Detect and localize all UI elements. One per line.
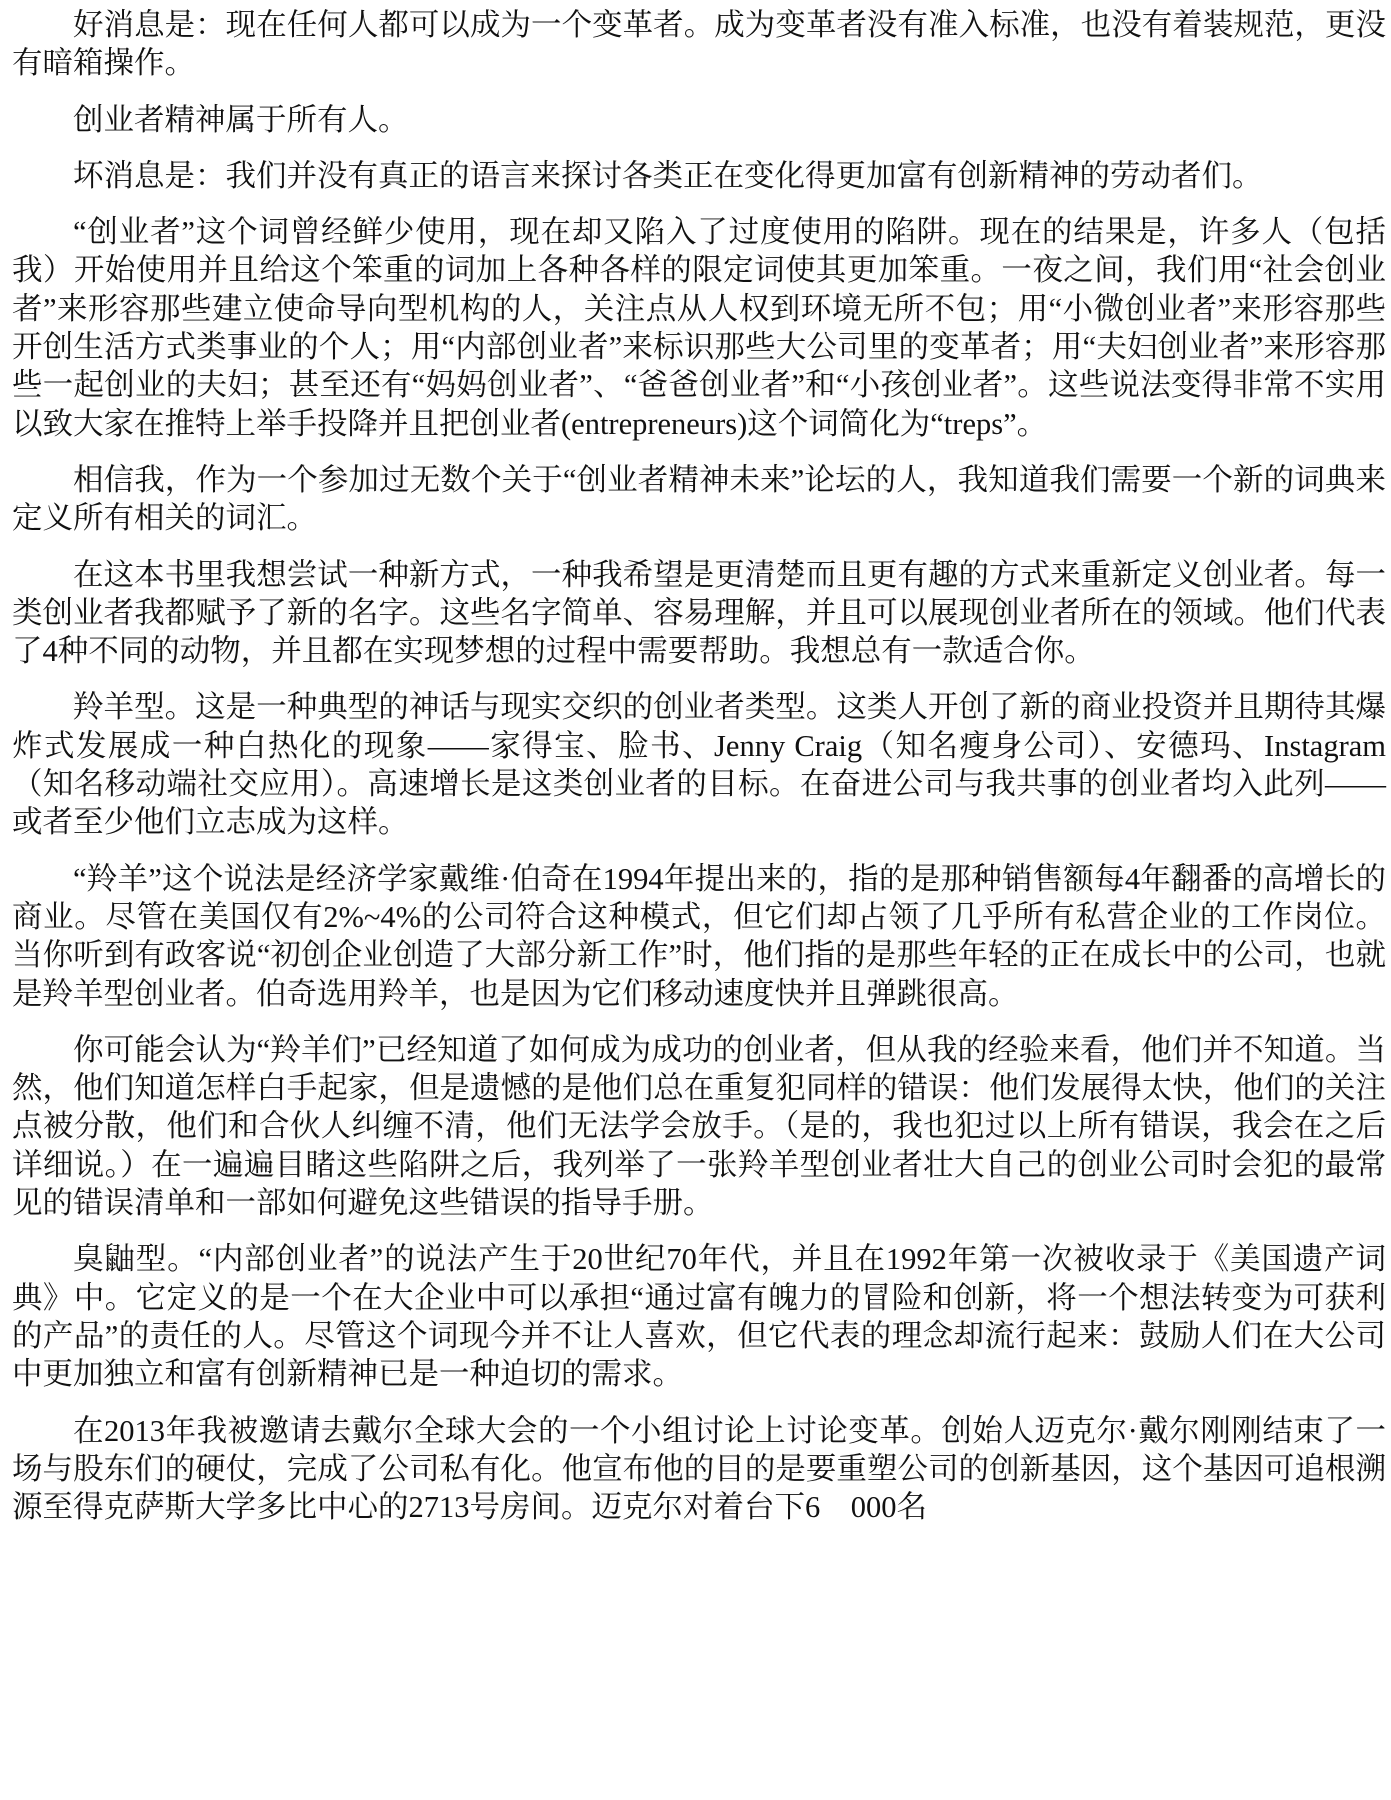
paragraph-gazelle-origin: “羚羊”这个说法是经济学家戴维·伯奇在1994年提出来的，指的是那种销售额每4年翻番的高增长的商业。尽管在美国仅有2%~4%的公司符合这种模式，但它们却占领了几乎所有私营企业的工作岗位。当你听到有政客说“初创企业创造了大部分新工作”时，他们指的是那些年轻的正在成长中的公司，也就是羚羊型创业者。伯奇选用羚羊，也是因为它们移动速度快并且弹跳很高。 bbox=[12, 861, 1386, 1011]
book-page bbox=[12, 6, 1386, 1544]
paragraph-overused-word: “创业者”这个词曾经鲜少使用，现在却又陷入了过度使用的陷阱。现在的结果是，许多人（包括我）开始使用并且给这个笨重的词加上各种各样的限定词使其更加笨重。一夜之间，我们用“社会创业者”来形容那些建立使命导向型机构的人，关注点从人权到环境无所不包；用“小微创业者”来形容那些开创生活方式类事业的个人；用“内部创业者”来标识那些大公司里的变革者；用“夫妇创业者”来形容那些一起创业的夫妇；甚至还有“妈妈创业者”、“爸爸创业者”和“小孩创业者”。这些说法变得非常不实用以致大家在推特上举手投降并且把创业者(entrepreneurs)这个词简化为“treps”。 bbox=[12, 215, 1386, 441]
paragraph-gazelle-mistakes: 你可能会认为“羚羊们”已经知道了如何成为成功的创业者，但从我的经验来看，他们并不知道。当然，他们知道怎样白手起家，但是遗憾的是他们总在重复犯同样的错误：他们发展得太快，他们的关注点被分散，他们和合伙人纠缠不清，他们无法学会放手。（是的，我也犯过以上所有错误，我会在之后详细说。）在一遍遍目睹这些陷阱之后，我列举了一张羚羊型创业者壮大自己的创业公司时会犯的最常见的错误清单和一部如何避免这些错误的指导手册。 bbox=[12, 1032, 1386, 1221]
paragraph-new-approach: 在这本书里我想尝试一种新方式，一种我希望是更清楚而且更有趣的方式来重新定义创业者。每一类创业者我都赋予了新的名字。这些名字简单、容易理解，并且可以展现创业者所在的领域。他们代表了4种不同的动物，并且都在实现梦想的过程中需要帮助。我想总有一款适合你。 bbox=[12, 557, 1386, 669]
paragraph-new-dictionary: 相信我，作为一个参加过无数个关于“创业者精神未来”论坛的人，我知道我们需要一个新的词典来定义所有相关的词汇。 bbox=[12, 462, 1386, 536]
paragraph-skunk-type: 臭鼬型。“内部创业者”的说法产生于20世纪70年代，并且在1992年第一次被收录于《美国遗产词典》中。它定义的是一个在大企业中可以承担“通过富有魄力的冒险和创新，将一个想法转变为可获利的产品”的责任的人。尽管这个词现今并不让人喜欢，但它代表的理念却流行起来：鼓励人们在大公司中更加独立和富有创新精神已是一种迫切的需求。 bbox=[12, 1242, 1386, 1392]
paragraph-bad-news: 坏消息是：我们并没有真正的语言来探讨各类正在变化得更加富有创新精神的劳动者们。 bbox=[73, 158, 1263, 193]
paragraph-spirit-for-all: 创业者精神属于所有人。 bbox=[73, 102, 409, 137]
paragraph-dell-conference: 在2013年我被邀请去戴尔全球大会的一个小组讨论上讨论变革。创始人迈克尔·戴尔刚刚结束了一场与股东们的硬仗，完成了公司私有化。他宣布他的目的是要重塑公司的创新基因，这个基因可追根溯源至得克萨斯大学多比中心的2713号房间。迈克尔对着台下6 000名 bbox=[12, 1413, 1386, 1525]
paragraph-gazelle-type: 羚羊型。这是一种典型的神话与现实交织的创业者类型。这类人开创了新的商业投资并且期待其爆炸式发展成一种白热化的现象——家得宝、脸书、Jenny Craig（知名瘦身公司）、安德玛、Instagram（知名移动端社交应用）。高速增长是这类创业者的目标。在奋进公司与我共事的创业者均入此列——或者至少他们立志成为这样。 bbox=[12, 690, 1386, 840]
paragraph-good-news: 好消息是：现在任何人都可以成为一个变革者。成为变革者没有准入标准，也没有着装规范，更没有暗箱操作。 bbox=[12, 8, 1386, 81]
